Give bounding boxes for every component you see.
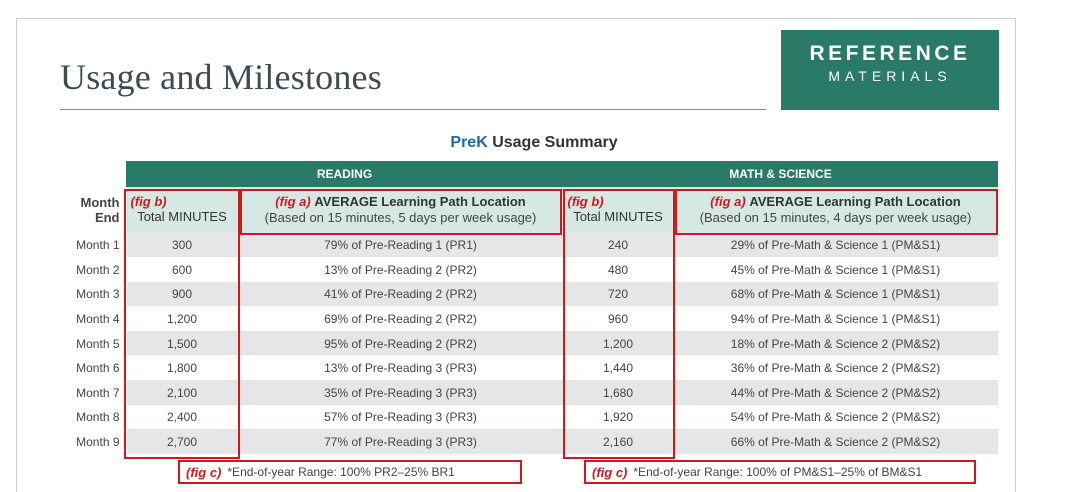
summary-label: Usage Summary: [492, 134, 618, 151]
math-basis-label: (Based on 15 minutes, 4 days per week usage): [699, 210, 972, 225]
group-header-spacer: [62, 161, 126, 187]
reading-minutes-cell: 1,800: [126, 356, 238, 381]
reading-minutes-cell: 300: [126, 233, 238, 258]
math-minutes-cell: 1,920: [563, 405, 673, 430]
page-title: Usage and Milestones: [60, 57, 382, 97]
table-row: [62, 258, 998, 283]
reading-location-cell: 69% of Pre-Reading 2 (PR2): [238, 307, 563, 332]
usage-table: [62, 161, 999, 455]
month-cell: Month 9: [62, 430, 126, 455]
reading-total-minutes-header: [126, 187, 238, 233]
math-location-cell: 66% of Pre-Math & Science 2 (PM&S2): [673, 430, 998, 455]
avg-location-label: AVERAGE Learning Path Location: [314, 194, 526, 209]
reading-minutes-cell: 2,700: [126, 430, 238, 455]
total-minutes-label: Total MINUTES: [137, 209, 227, 224]
reading-minutes-cell: 1,500: [126, 331, 238, 356]
math-location-cell: 45% of Pre-Math & Science 1 (PM&S1): [673, 258, 998, 283]
table-row: [62, 430, 998, 455]
math-location-cell: 18% of Pre-Math & Science 2 (PM&S2): [673, 331, 998, 356]
table-row: [62, 282, 998, 307]
month-cell: Month 3: [62, 282, 126, 307]
group-header-row: [62, 161, 998, 187]
column-header-row: [62, 187, 998, 233]
month-cell: Month 4: [62, 307, 126, 332]
reading-avg-location-header: [238, 187, 563, 233]
math-location-cell: 36% of Pre-Math & Science 2 (PM&S2): [673, 356, 998, 381]
table-row: [62, 405, 998, 430]
summary-title: [0, 134, 1068, 152]
reading-minutes-cell: 1,200: [126, 307, 238, 332]
month-cell: Month 5: [62, 331, 126, 356]
math-location-cell: 44% of Pre-Math & Science 2 (PM&S2): [673, 381, 998, 406]
math-minutes-cell: 1,200: [563, 331, 673, 356]
badge-line-1: REFERENCE: [809, 42, 971, 65]
math-minutes-cell: 1,440: [563, 356, 673, 381]
math-location-cell: 68% of Pre-Math & Science 1 (PM&S1): [673, 282, 998, 307]
reading-location-cell: 41% of Pre-Reading 2 (PR2): [238, 282, 563, 307]
fig-c-label: (fig c): [592, 464, 628, 480]
math-minutes-cell: 1,680: [563, 381, 673, 406]
reading-minutes-cell: 600: [126, 258, 238, 283]
math-footnote-text: *End-of-year Range: 100% of PM&S1–25% of BM&S1: [633, 465, 923, 479]
fig-b-label: (fig b): [567, 194, 604, 209]
fig-a-label: (fig a): [275, 194, 311, 209]
reading-location-cell: 13% of Pre-Reading 2 (PR2): [238, 258, 563, 283]
badge-line-2: MATERIALS: [828, 68, 952, 84]
fig-b-label: (fig b): [130, 194, 167, 209]
math-location-cell: 94% of Pre-Math & Science 1 (PM&S1): [673, 307, 998, 332]
summary-prefix: PreK: [450, 134, 488, 151]
fig-a-label: (fig a): [710, 194, 746, 209]
math-location-cell: 54% of Pre-Math & Science 2 (PM&S2): [673, 405, 998, 430]
math-minutes-cell: 960: [563, 307, 673, 332]
reading-location-cell: 35% of Pre-Reading 3 (PR3): [238, 381, 563, 406]
reading-location-cell: 13% of Pre-Reading 3 (PR3): [238, 356, 563, 381]
month-cell: Month 7: [62, 381, 126, 406]
reading-minutes-cell: 2,400: [126, 405, 238, 430]
month-cell: Month 6: [62, 356, 126, 381]
table-row: [62, 356, 998, 381]
table-row: [62, 331, 998, 356]
reading-minutes-cell: 900: [126, 282, 238, 307]
table-row: [62, 307, 998, 332]
math-minutes-cell: 240: [563, 233, 673, 258]
table-row: [62, 233, 998, 258]
math-minutes-cell: 2,160: [563, 430, 673, 455]
month-cell: Month 8: [62, 405, 126, 430]
month-end-header: Month End: [62, 187, 126, 233]
reference-materials-badge: [781, 30, 999, 110]
month-cell: Month 1: [62, 233, 126, 258]
reading-location-cell: 77% of Pre-Reading 3 (PR3): [238, 430, 563, 455]
title-rule: [60, 109, 766, 110]
month-cell: Month 2: [62, 258, 126, 283]
group-math-science: MATH & SCIENCE: [563, 161, 998, 187]
reading-location-cell: 79% of Pre-Reading 1 (PR1): [238, 233, 563, 258]
reading-footnote-text: *End-of-year Range: 100% PR2–25% BR1: [227, 465, 455, 479]
math-minutes-cell: 720: [563, 282, 673, 307]
total-minutes-label: Total MINUTES: [573, 209, 663, 224]
reading-location-cell: 57% of Pre-Reading 3 (PR3): [238, 405, 563, 430]
math-avg-location-header: [673, 187, 998, 233]
table-row: [62, 381, 998, 406]
reading-minutes-cell: 2,100: [126, 381, 238, 406]
group-reading: READING: [126, 161, 563, 187]
reading-basis-label: (Based on 15 minutes, 5 days per week usage): [264, 210, 537, 225]
fig-c-label: (fig c): [186, 464, 222, 480]
math-total-minutes-header: [563, 187, 673, 233]
math-location-cell: 29% of Pre-Math & Science 1 (PM&S1): [673, 233, 998, 258]
reading-location-cell: 95% of Pre-Reading 2 (PR2): [238, 331, 563, 356]
math-minutes-cell: 480: [563, 258, 673, 283]
avg-location-label: AVERAGE Learning Path Location: [749, 194, 961, 209]
